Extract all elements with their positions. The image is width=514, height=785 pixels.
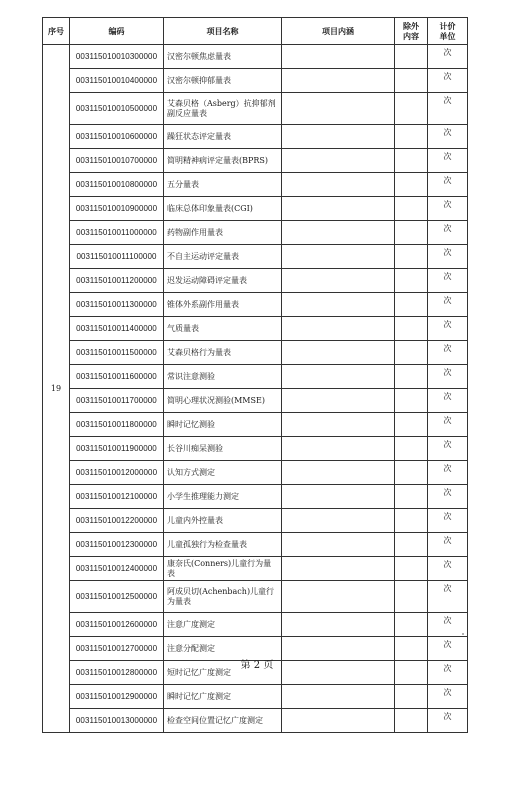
- item-name-cell: 艾森贝格（Asberg）抗抑郁剂副反应量表: [164, 93, 282, 125]
- unit-cell: 次: [428, 93, 468, 125]
- exclude-cell: [395, 125, 428, 149]
- unit-cell: 次: [428, 293, 468, 317]
- table-row: [43, 293, 468, 317]
- table-row: [43, 685, 468, 709]
- table-row: [43, 365, 468, 389]
- content-cell: [282, 437, 395, 461]
- unit-cell: 次: [428, 125, 468, 149]
- code-cell: 003115010011300000: [70, 293, 164, 317]
- scan-speck: [462, 633, 464, 635]
- unit-cell: 次: [428, 341, 468, 365]
- table-row: [43, 45, 468, 69]
- code-cell: 003115010011500000: [70, 341, 164, 365]
- item-name-cell: 儿童内外控量表: [164, 509, 282, 533]
- content-cell: [282, 533, 395, 557]
- unit-cell: 次: [428, 317, 468, 341]
- item-name-cell: 躁狂状态评定量表: [164, 125, 282, 149]
- item-name-cell: 注意广度测定: [164, 613, 282, 637]
- header-name: 项目名称: [164, 18, 282, 45]
- table-row: [43, 509, 468, 533]
- code-cell: 003115010012700000: [70, 637, 164, 661]
- exclude-cell: [395, 485, 428, 509]
- unit-cell: 次: [428, 45, 468, 69]
- unit-cell: 次: [428, 269, 468, 293]
- table-row: [43, 461, 468, 485]
- unit-cell: 次: [428, 149, 468, 173]
- item-name-cell: 气质量表: [164, 317, 282, 341]
- exclude-cell: [395, 69, 428, 93]
- table-row: [43, 557, 468, 581]
- table-row: [43, 173, 468, 197]
- code-cell: 003115010011700000: [70, 389, 164, 413]
- table-row: [43, 437, 468, 461]
- content-cell: [282, 509, 395, 533]
- item-name-cell: 检查空间位置记忆广度测定: [164, 709, 282, 733]
- table-row: [43, 613, 468, 637]
- unit-cell: 次: [428, 533, 468, 557]
- table-row: [43, 221, 468, 245]
- exclude-cell: [395, 293, 428, 317]
- code-cell: 003115010011600000: [70, 365, 164, 389]
- code-cell: 003115010012600000: [70, 613, 164, 637]
- exclude-cell: [395, 197, 428, 221]
- table-row: [43, 317, 468, 341]
- header-seq: 序号: [43, 18, 70, 45]
- code-cell: 003115010012400000: [70, 557, 164, 581]
- unit-cell: 次: [428, 221, 468, 245]
- unit-cell: 次: [428, 613, 468, 637]
- code-cell: 003115010010700000: [70, 149, 164, 173]
- item-name-cell: 小学生推理能力测定: [164, 485, 282, 509]
- content-cell: [282, 197, 395, 221]
- table-row: [43, 149, 468, 173]
- exclude-cell: [395, 245, 428, 269]
- table-row: [43, 341, 468, 365]
- unit-cell: 次: [428, 709, 468, 733]
- content-cell: [282, 69, 395, 93]
- item-name-cell: 简明精神病评定量表(BPRS): [164, 149, 282, 173]
- content-cell: [282, 149, 395, 173]
- table-row: [43, 125, 468, 149]
- item-name-cell: 汉密尔顿焦虑量表: [164, 45, 282, 69]
- table-row: [43, 389, 468, 413]
- content-cell: [282, 461, 395, 485]
- item-name-cell: 汉密尔顿抑郁量表: [164, 69, 282, 93]
- item-name-cell: 注意分配测定: [164, 637, 282, 661]
- pricing-table: [42, 17, 468, 733]
- code-cell: 003115010012800000: [70, 661, 164, 685]
- content-cell: [282, 341, 395, 365]
- content-cell: [282, 389, 395, 413]
- exclude-cell: [395, 613, 428, 637]
- header-code: 编码: [70, 18, 164, 45]
- exclude-cell: [395, 685, 428, 709]
- item-name-cell: 短时记忆广度测定: [164, 661, 282, 685]
- code-cell: 003115010010400000: [70, 69, 164, 93]
- code-cell: 003115010011400000: [70, 317, 164, 341]
- unit-cell: 次: [428, 365, 468, 389]
- unit-cell: 次: [428, 661, 468, 685]
- exclude-cell: [395, 269, 428, 293]
- content-cell: [282, 317, 395, 341]
- unit-cell: 次: [428, 69, 468, 93]
- header-content: 项目内涵: [282, 18, 395, 45]
- table-row: [43, 709, 468, 733]
- item-name-cell: 迟发运动障碍评定量表: [164, 269, 282, 293]
- item-name-cell: 锥体外系副作用量表: [164, 293, 282, 317]
- item-name-cell: 儿童孤独行为检查量表: [164, 533, 282, 557]
- content-cell: [282, 45, 395, 69]
- exclude-cell: [395, 461, 428, 485]
- exclude-cell: [395, 317, 428, 341]
- content-cell: [282, 125, 395, 149]
- content-cell: [282, 413, 395, 437]
- table-row: [43, 93, 468, 125]
- unit-cell: 次: [428, 581, 468, 613]
- exclude-cell: [395, 581, 428, 613]
- unit-cell: 次: [428, 685, 468, 709]
- table-body: [43, 45, 468, 733]
- item-name-cell: 长谷川痴呆测验: [164, 437, 282, 461]
- item-name-cell: 瞬时记忆广度测定: [164, 685, 282, 709]
- content-cell: [282, 245, 395, 269]
- code-cell: 003115010010500000: [70, 93, 164, 125]
- unit-cell: 次: [428, 245, 468, 269]
- item-name-cell: 常识注意测验: [164, 365, 282, 389]
- code-cell: 003115010012200000: [70, 509, 164, 533]
- unit-cell: 次: [428, 461, 468, 485]
- unit-cell: 次: [428, 197, 468, 221]
- content-cell: [282, 709, 395, 733]
- exclude-cell: [395, 389, 428, 413]
- code-cell: 003115010013000000: [70, 709, 164, 733]
- unit-cell: 次: [428, 437, 468, 461]
- item-name-cell: 药物副作用量表: [164, 221, 282, 245]
- unit-cell: 次: [428, 173, 468, 197]
- code-cell: 003115010011800000: [70, 413, 164, 437]
- exclude-cell: [395, 709, 428, 733]
- code-cell: 003115010011100000: [70, 245, 164, 269]
- code-cell: 003115010012000000: [70, 461, 164, 485]
- code-cell: 003115010010300000: [70, 45, 164, 69]
- table-row: [43, 197, 468, 221]
- code-cell: 003115010011200000: [70, 269, 164, 293]
- code-cell: 003115010012300000: [70, 533, 164, 557]
- item-name-cell: 瞬时记忆测验: [164, 413, 282, 437]
- unit-cell: 次: [428, 557, 468, 581]
- table-row: [43, 69, 468, 93]
- item-name-cell: 临床总体印象量表(CGI): [164, 197, 282, 221]
- table-row: [43, 245, 468, 269]
- item-name-cell: 五分量表: [164, 173, 282, 197]
- unit-cell: 次: [428, 413, 468, 437]
- exclude-cell: [395, 93, 428, 125]
- table-header-row: [43, 18, 468, 45]
- table-row: [43, 269, 468, 293]
- table-row: [43, 413, 468, 437]
- item-name-cell: 认知方式测定: [164, 461, 282, 485]
- item-name-cell: 不自主运动评定量表: [164, 245, 282, 269]
- unit-cell: 次: [428, 509, 468, 533]
- item-name-cell: 康奈氏(Conners)儿童行为量表: [164, 557, 282, 581]
- exclude-cell: [395, 557, 428, 581]
- table-row: [43, 533, 468, 557]
- exclude-cell: [395, 365, 428, 389]
- content-cell: [282, 173, 395, 197]
- unit-cell: 次: [428, 485, 468, 509]
- exclude-cell: [395, 533, 428, 557]
- code-cell: 003115010012500000: [70, 581, 164, 613]
- code-cell: 003115010010600000: [70, 125, 164, 149]
- exclude-cell: [395, 221, 428, 245]
- exclude-cell: [395, 173, 428, 197]
- exclude-cell: [395, 509, 428, 533]
- group-seq-cell: 19: [43, 45, 70, 733]
- content-cell: [282, 93, 395, 125]
- content-cell: [282, 613, 395, 637]
- unit-cell: 次: [428, 389, 468, 413]
- page-number: 第 2 页: [240, 660, 274, 671]
- code-cell: 003115010012100000: [70, 485, 164, 509]
- content-cell: [282, 685, 395, 709]
- table-row: [43, 485, 468, 509]
- content-cell: [282, 269, 395, 293]
- table-row: [43, 581, 468, 613]
- exclude-cell: [395, 413, 428, 437]
- code-cell: 003115010010900000: [70, 197, 164, 221]
- content-cell: [282, 485, 395, 509]
- unit-cell: 次: [428, 637, 468, 661]
- exclude-cell: [395, 437, 428, 461]
- code-cell: 003115010012900000: [70, 685, 164, 709]
- header-unit: 计价 单位: [428, 18, 468, 45]
- code-cell: 003115010010800000: [70, 173, 164, 197]
- exclude-cell: [395, 341, 428, 365]
- content-cell: [282, 365, 395, 389]
- header-exclude: 除外 内容: [395, 18, 428, 45]
- item-name-cell: 简明心理状况测验(MMSE): [164, 389, 282, 413]
- content-cell: [282, 293, 395, 317]
- content-cell: [282, 557, 395, 581]
- exclude-cell: [395, 45, 428, 69]
- code-cell: 003115010011000000: [70, 221, 164, 245]
- item-name-cell: 艾森贝格行为量表: [164, 341, 282, 365]
- code-cell: 003115010011900000: [70, 437, 164, 461]
- content-cell: [282, 221, 395, 245]
- exclude-cell: [395, 149, 428, 173]
- content-cell: [282, 581, 395, 613]
- item-name-cell: 阿成贝切(Achenbach)儿童行为量表: [164, 581, 282, 613]
